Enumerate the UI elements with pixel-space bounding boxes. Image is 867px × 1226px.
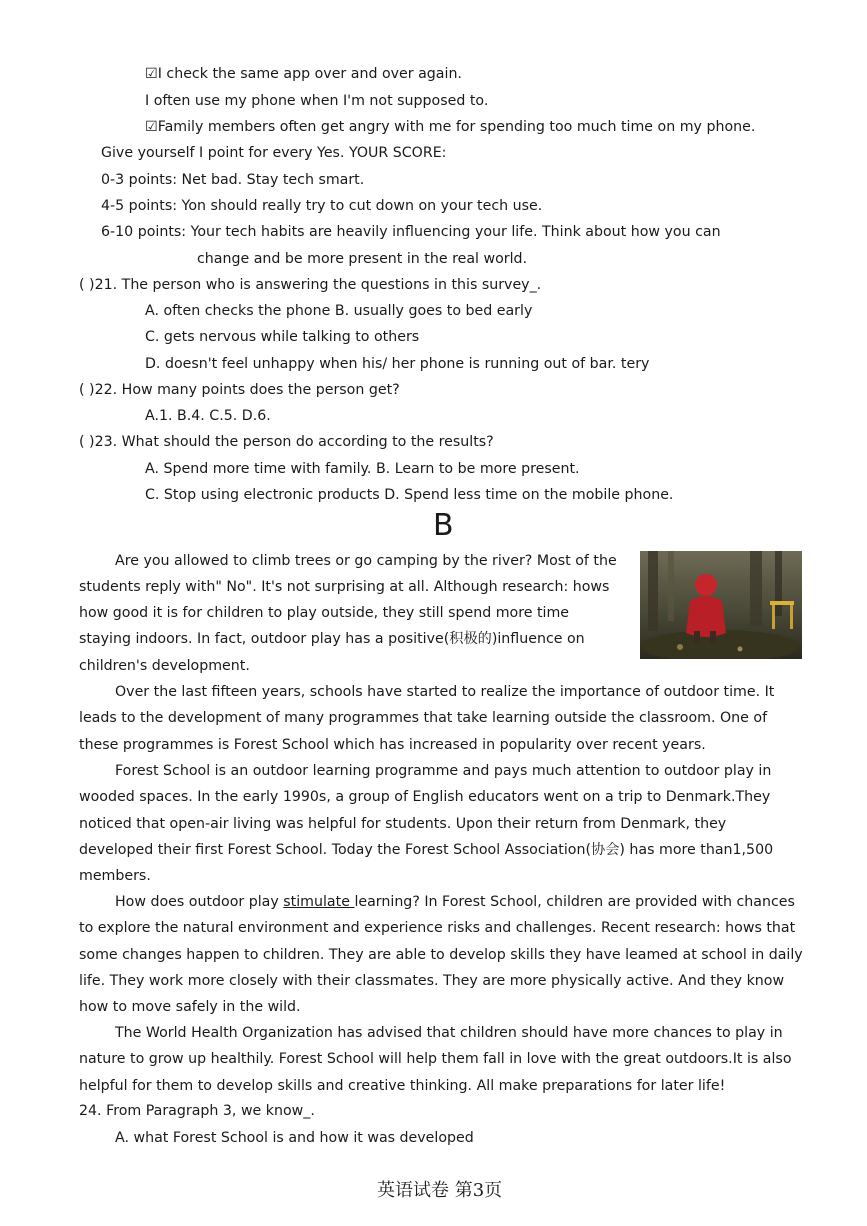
question-24-option-a: A. what Forest School is and how it was developed (115, 1130, 474, 1146)
paragraph-1-line-2: students reply with" No". It's not surprising at all. Although research: hows (79, 579, 610, 595)
page-footer: 英语试卷 第3页 (377, 1180, 503, 1201)
question-22: ( )22. How many points does the person get? (79, 382, 400, 398)
question-23-options-cd: C. Stop using electronic products D. Spend less time on the mobile phone. (145, 487, 674, 503)
question-21-options-ab: A. often checks the phone B. usually goes to bed early (145, 303, 533, 319)
section-heading: B (433, 508, 454, 543)
question-21-option-d: D. doesn't feel unhappy when his/ her phone is running out of bar. tery (145, 356, 650, 372)
forest-child-photo (640, 551, 802, 659)
question-22-options: A.1. B.4. C.5. D.6. (145, 408, 271, 424)
question-23: ( )23. What should the person do according to the results? (79, 434, 494, 450)
score-range-2: 4-5 points: Yon should really try to cut down on your tech use. (101, 198, 543, 214)
score-range-3-cont: change and be more present in the real world. (197, 251, 528, 267)
paragraph-5: The World Health Organization has advised that children should have more chances to play in nature to grow up healthily. Forest School will help them fall in love with the great outdoors.It is also helpful for them to develop skills and creative thinking. All make preparations for later life! (79, 1025, 792, 1094)
paragraph-2: Over the last fifteen years, schools have started to realize the importance of outdoor time. It leads to the development of many programmes that take learning outside the classroom. One of these programmes is Forest School which has increased in popularity over recent years. (79, 684, 775, 753)
question-24: 24. From Paragraph 3, we know_. (79, 1103, 315, 1119)
paragraph-4-rest: learning? In Forest School, children are provided with chances to explore the natural environment and experience risks and challenges. Recent research: hows that some changes happen to children. They are able to develop skills they have leamed at school in daily life. They work more closely with their classmates. They are more physically active. And they know how to move safely in the wild. (79, 894, 803, 1016)
score-range-3: 6-10 points: Your tech habits are heavily influencing your life. Think about how you can (101, 224, 721, 240)
question-21-option-c: C. gets nervous while talking to others (145, 329, 420, 345)
paragraph-1-line-5: children's development. (79, 658, 250, 674)
paragraph-4 (79, 889, 804, 1020)
survey-item-3: ☑Family members often get angry with me for spending too much time on my phone. (145, 119, 756, 135)
score-instruction: Give yourself I point for every Yes. YOUR SCORE: (101, 145, 447, 161)
paragraph-1-line-1: Are you allowed to climb trees or go camping by the river? Most of the (115, 553, 617, 569)
underlined-word: stimulate (283, 894, 355, 910)
paragraph-1-line-3: how good it is for children to play outside, they still spend more time (79, 605, 570, 621)
score-range-1: 0-3 points: Net bad. Stay tech smart. (101, 172, 365, 188)
paragraph-1-line-4: staying indoors. In fact, outdoor play has a positive(积极的)influence on (79, 631, 585, 647)
paragraph-4-start: How does outdoor play (115, 894, 284, 910)
paragraph-3: Forest School is an outdoor learning programme and pays much attention to outdoor play in wooded spaces. In the early 1990s, a group of English educators went on a trip to Denmark.They noticed that open-air living was helpful for students. Upon their return from Denmark, they developed their first Forest School. Today the Forest School Association(协会) has more than1,500 members. (79, 763, 774, 885)
question-23-options-ab: A. Spend more time with family. B. Learn to be more present. (145, 461, 580, 477)
survey-item-1: ☑I check the same app over and over again. (145, 66, 462, 82)
question-21: ( )21. The person who is answering the questions in this survey_. (79, 277, 542, 293)
survey-item-2: I often use my phone when I'm not supposed to. (145, 93, 489, 109)
